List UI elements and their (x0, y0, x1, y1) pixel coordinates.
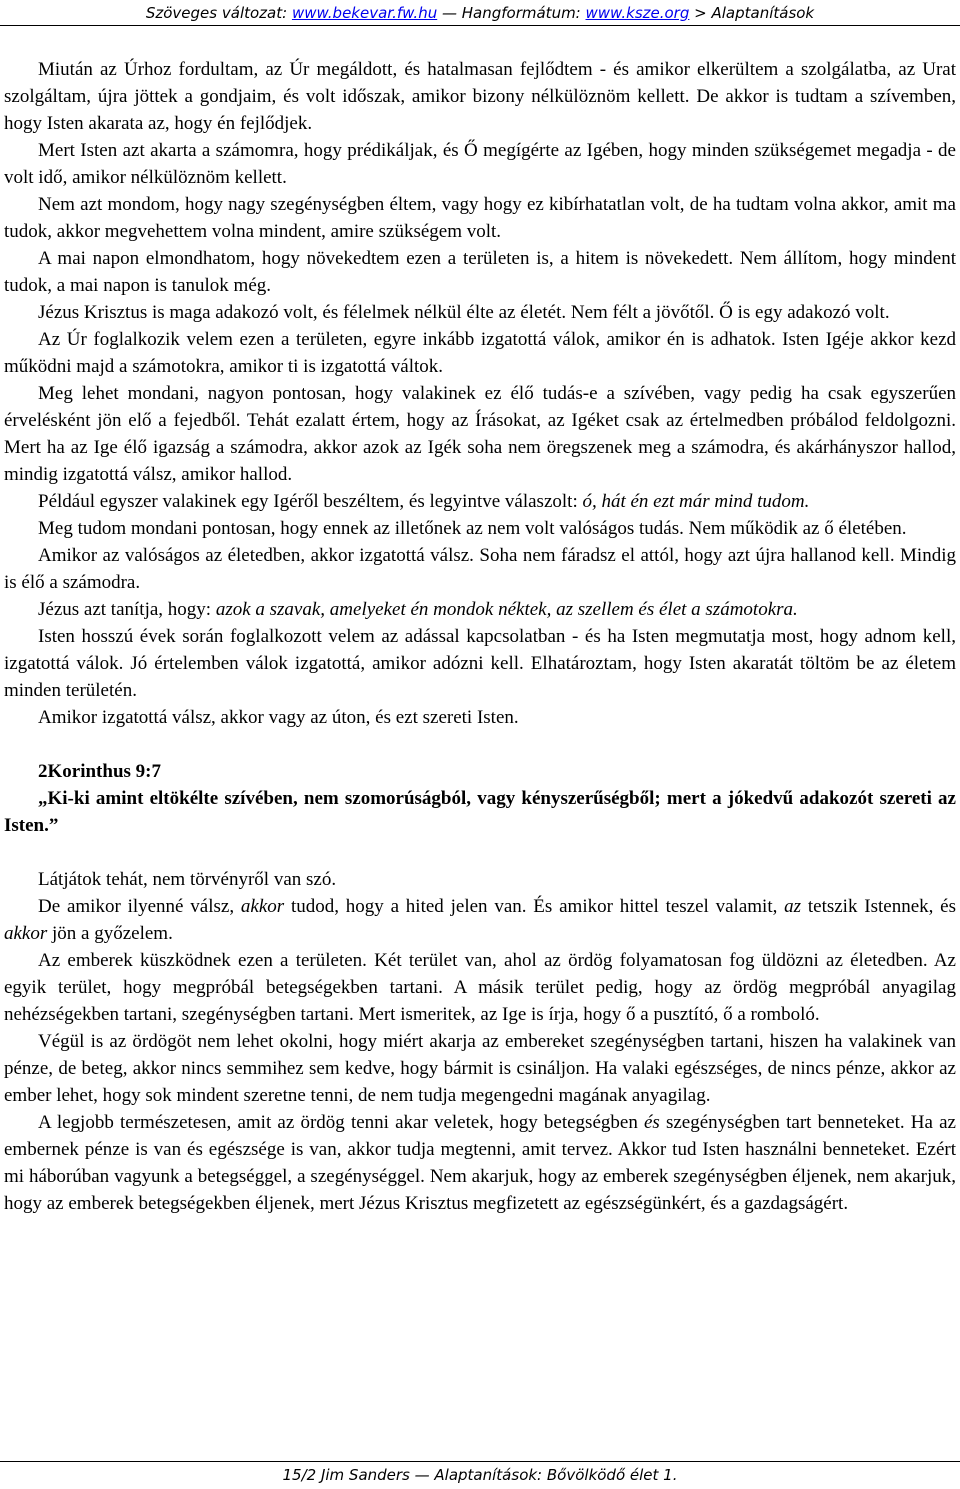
faith-text-3: tetszik Istennek, és (801, 896, 956, 917)
paragraph: Isten hosszú évek során foglalkozott velem az adással kapcsolatban - és ha Isten megmutatja most, hogy adnom kell, izgatottá válok. Jó értelemben válok izgatottá, amikor adózni kell. Elhatároztam, hogy Isten akaratát töltöm be az életem minden területén. (4, 626, 956, 701)
header-prefix: Szöveges változat: (145, 4, 292, 22)
paragraph: A mai napon elmondhatom, hogy növekedtem ezen a területen is, a hitem is növekedett. Nem állítom, hogy mindent tudok, a mai napon is tanulok még. (4, 248, 956, 296)
faith-text-1: De amikor ilyenné válsz, (38, 896, 241, 917)
example-quote: ó, hát én ezt már mind tudom. (582, 491, 810, 512)
faith-italic-3: akkor (4, 923, 48, 944)
page-footer: 15/2 Jim Sanders — Alaptanítások: Bővölködő élet 1. (0, 1461, 960, 1488)
paragraph: Amikor az valóságos az életedben, akkor izgatottá válsz. Soha nem fáradsz el attól, hogy azt újra hallanod kell. Mindig is élő a számodra. (4, 545, 956, 593)
header-middle: — Hangformátum: (437, 4, 586, 22)
best-text-2: szegénységben tart benneteket. Ha az embernek pénze is van és egészsége is van, akkor tudja megtenni, amit tervez. Akkor tud Isten használni benneteket. Ezért mi háborúban vagyunk a betegséggel, a szegénységgel. Nem akarjuk, hogy az emberek szegénységben éljenek, nem akarjuk, hogy az emberek betegségekben éljenek, mert Jézus Krisztus megfizetett az egészségünkért, és a gazdagságért. (4, 1112, 956, 1214)
faith-italic-1: akkor (240, 896, 285, 917)
paragraph: Mert Isten azt akarta a számomra, hogy prédikáljak, és Ő megígérte az Igében, hogy minden szükségemet megadja - de volt idő, amikor nélkülöznöm kellett. (4, 140, 956, 188)
example-text: Például egyszer valakinek egy Igéről beszéltem, és legyintve válaszolt: (38, 491, 583, 512)
paragraph: Látjátok tehát, nem törvényről van szó. (38, 869, 337, 890)
bekevar-link[interactable]: www.bekevar.fw.hu (291, 4, 438, 22)
paragraph: Az Úr foglalkozik velem ezen a területen, egyre inkább izgatottá válok, amikor én is adhatok. Isten Igéje akkor kezd működni majd a számotokra, amikor ti is izgatottá váltok. (4, 329, 956, 377)
best-text-1: A legjobb természetesen, amit az ördög tenni akar veletek, hogy betegségben (38, 1112, 644, 1133)
paragraph-best (4, 1109, 956, 1217)
best-italic: és (643, 1112, 660, 1133)
paragraph: Nem azt mondom, hogy nagy szegénységben éltem, vagy hogy ez kibírhatatlan volt, de ha tudtam volna akkor, amit ma tudok, akkor megvehettem volna mindent, amire szükségem volt. (4, 194, 956, 242)
paragraph: Miután az Úrhoz fordultam, az Úr megáldott, és hatalmasan fejlődtem - és amikor elkerültem a szolgálatba, az Urat szolgáltam, újra jöttek a gondjaim, és volt időszak, amikor bizony nélkülöznöm kellett. De akkor is tudtam a szívemben, hogy Isten akarata az, hogy én fejlődjek. (4, 59, 956, 134)
header-suffix: > Alaptanítások (689, 4, 815, 22)
paragraph: Végül is az ördögöt nem lehet okolni, hogy miért akarja az embereket szegénységben tartani, hiszen ha valakinek van pénze, de beteg, akkor nincs semmihez sem kedve, hogy bármit is csináljon. Ha valaki egészséges, de nincs pénze, akkor az ember lehet, hogy sok mindent szeretne tenni, de nem tudja megengedni magának anyagilag. (4, 1031, 956, 1106)
verse-text: „Ki-ki amint eltökélte szívében, nem szomorúságból, vagy kényszerűségből; mert a jókedvű adakozót szereti az Isten.” (4, 788, 956, 836)
faith-text-2: tudod, hogy a hited jelen van. És amikor hittel teszel valamit, (284, 896, 785, 917)
jesus-quote: azok a szavak, amelyeket én mondok néktek, az szellem és élet a számotokra. (215, 599, 798, 620)
page-header (0, 0, 960, 26)
paragraph-jesus (4, 596, 956, 623)
document-body (4, 56, 956, 1217)
jesus-text: Jézus azt tanítja, hogy: (38, 599, 216, 620)
faith-italic-2: az (784, 896, 802, 917)
paragraph-example (4, 488, 956, 515)
ksze-link[interactable]: www.ksze.org (585, 4, 690, 22)
paragraph: Meg lehet mondani, nagyon pontosan, hogy valakinek ez élő tudás-e a szívében, vagy pedig ha csak egyszerűen érvelésként jön elő a fejedből. Tehát ezalatt értem, hogy az Írásokat, az Igéket csak az értelmedben próbálod feldolgozni. Mert ha az Ige élő igazság a számodra, akkor azok az Igék soha nem öregszenek meg a számodra, és akárhányszor hallod, mindig izgatottá válsz, amikor hallod. (4, 383, 956, 485)
paragraph: Amikor izgatottá válsz, akkor vagy az úton, és ezt szereti Isten. (38, 707, 519, 728)
paragraph: Meg tudom mondani pontosan, hogy ennek az illetőnek az nem volt valóságos tudás. Nem működik az ő életében. (38, 518, 907, 539)
faith-text-4: jön a győzelem. (47, 923, 173, 944)
paragraph: Jézus Krisztus is maga adakozó volt, és félelmek nélkül élte az életét. Nem félt a jövőtől. Ő is egy adakozó volt. (38, 302, 890, 323)
paragraph-faith (4, 893, 956, 947)
verse-reference: 2Korinthus 9:7 (38, 761, 161, 782)
paragraph: Az emberek küszködnek ezen a területen. Két terület van, ahol az ördög folyamatosan fog üldözni az életedben. Az egyik terület, hogy megpróbál betegségekben tartani. A másik terület pedig, hogy az ördög megpróbál anyagilag nehézségekben tartani, szegénységben tartani. Mert ismeritek, az Ige is írja, hogy ő a pusztító, ő a romboló. (4, 950, 956, 1025)
